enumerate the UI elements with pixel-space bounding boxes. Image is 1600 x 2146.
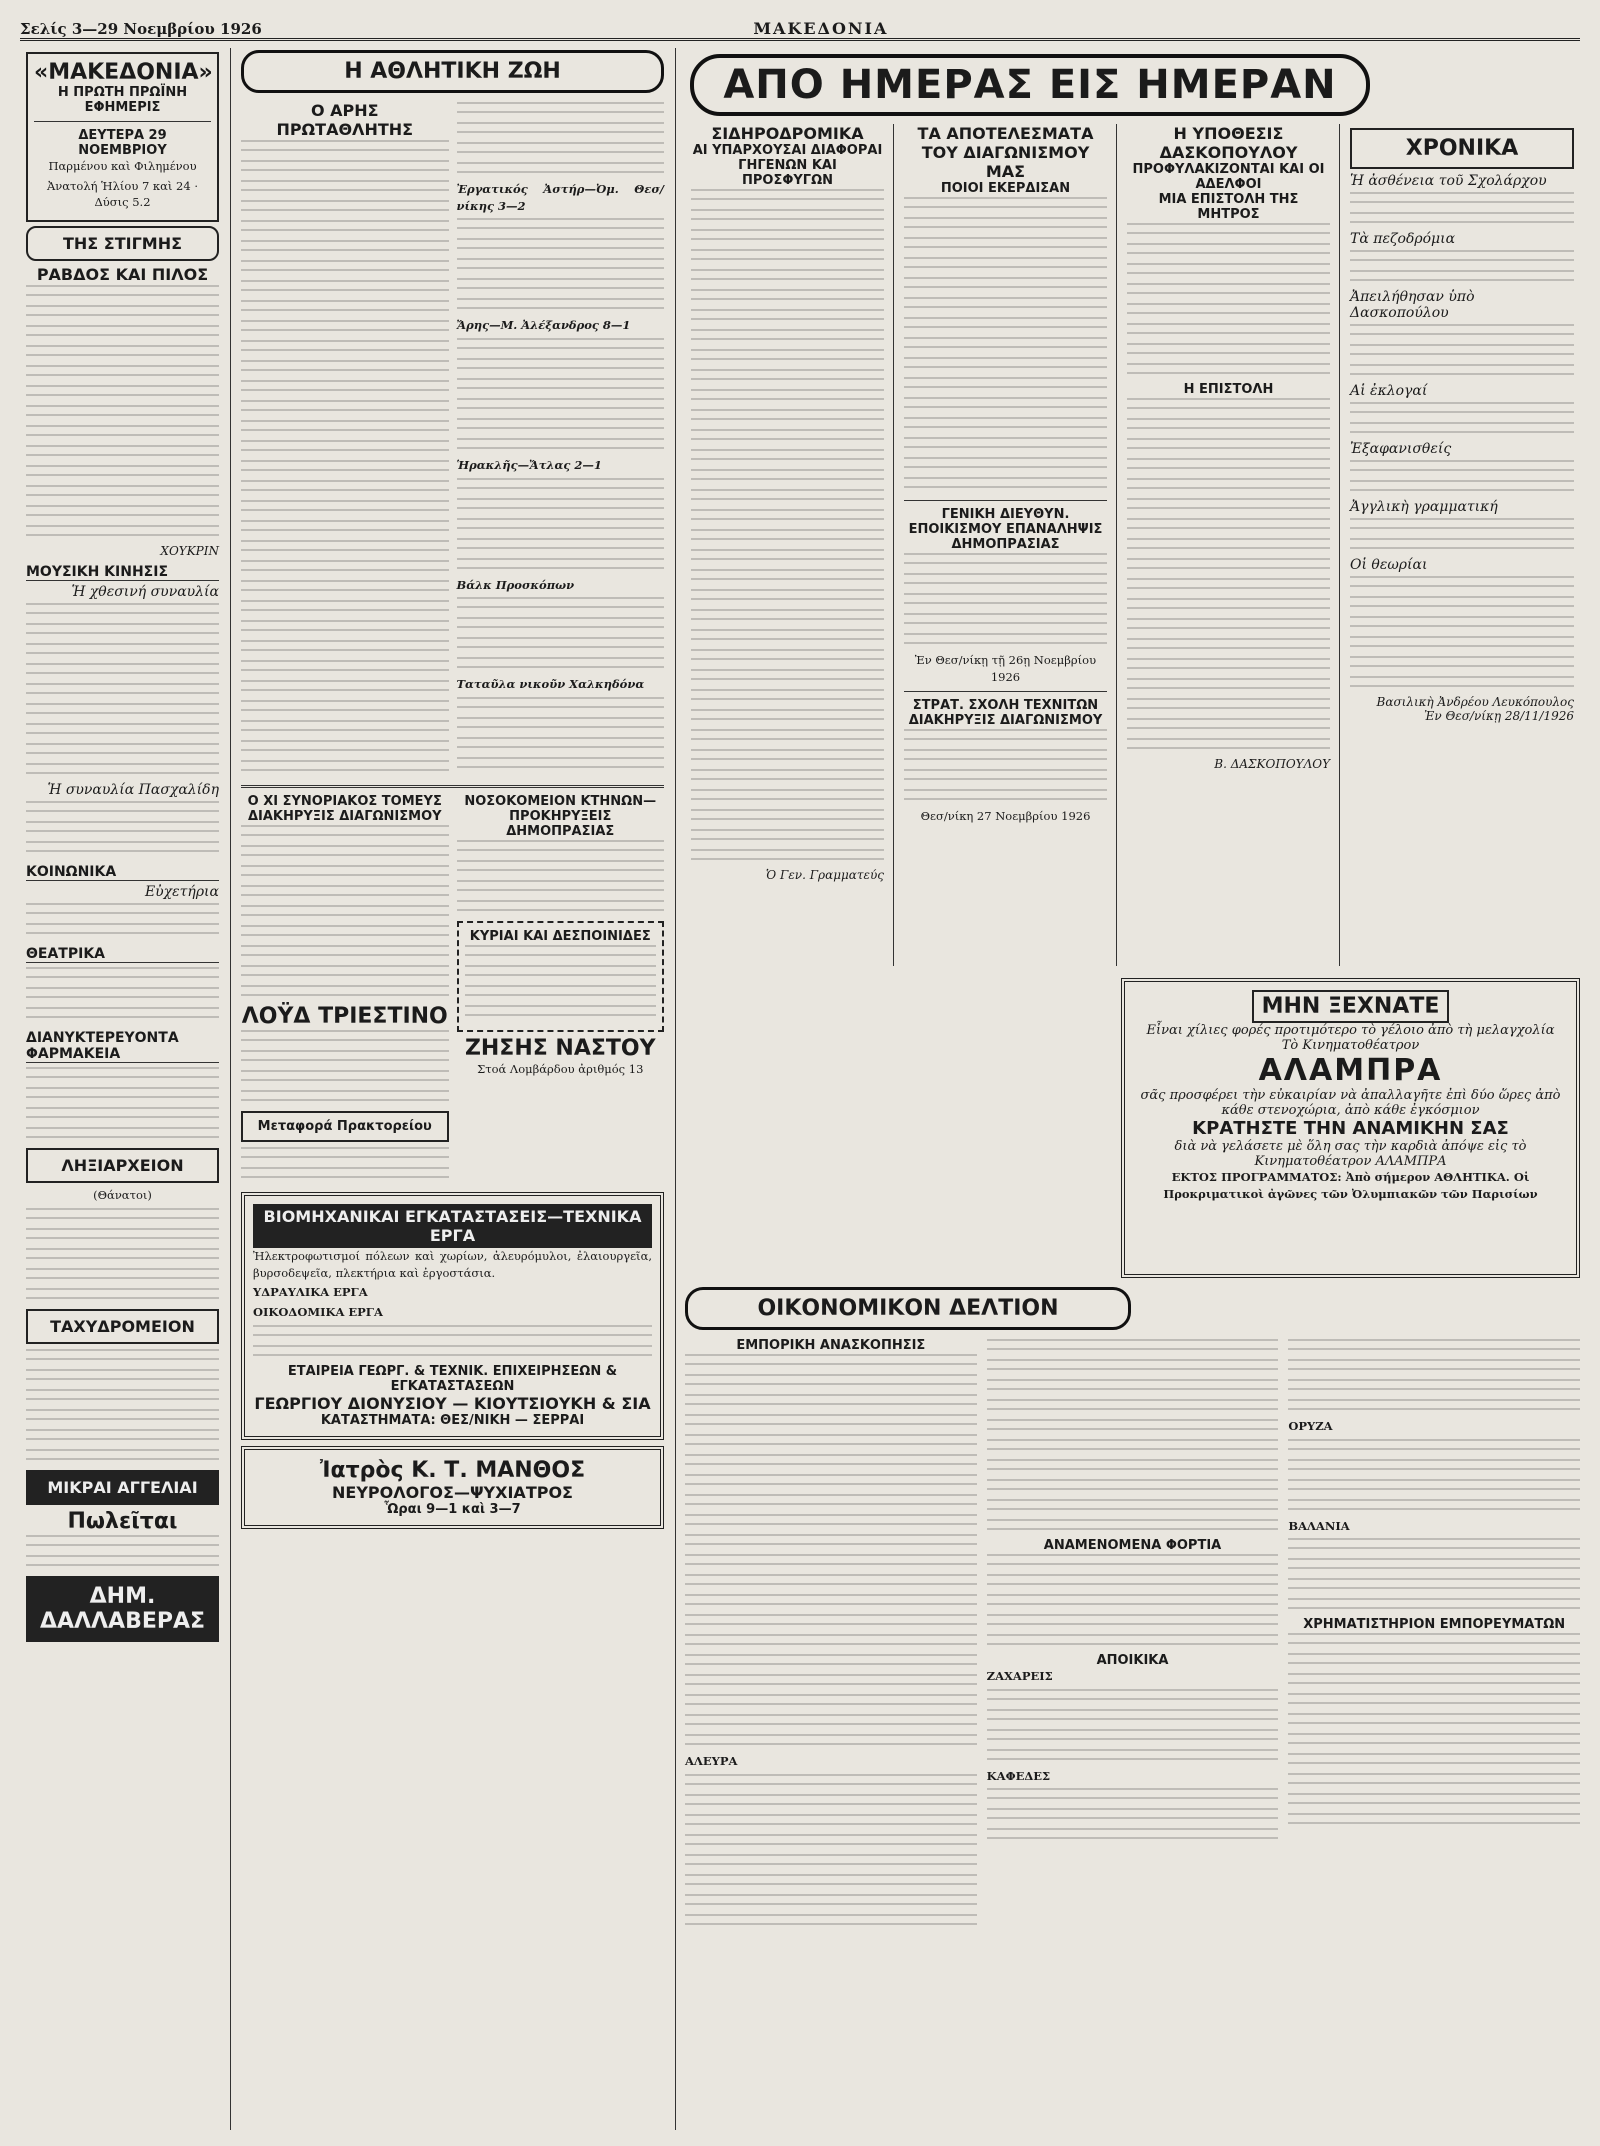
hydraulic-works: ΥΔΡΑΥΛΙΚΑ ΕΡΓΑ [253,1285,368,1300]
hospital-title: ΝΟΣΟΚΟΜΕΙΟΝ ΚΤΗΝΩΝ—ΠΡΟΚΗΡΥΞΕΙΣ ΔΗΜΟΠΡΑΣΙΑΣ [464,794,657,839]
stigmis-head: ΤΗΣ ΣΤΙΓΜΗΣ [62,234,183,254]
dask-subtitle-2: ΜΙΑ ΕΠΙΣΤΟΛΗ ΤΗΣ ΜΗΤΡΟΣ [1158,192,1299,222]
rail-subtitle: ΑΙ ΥΠΑΡΧΟΥΣΑΙ ΔΙΑΦΟΡΑΙ ΓΗΓΕΝΩΝ ΚΑΙ ΠΡΟΣΦΥΓΩΝ [692,143,883,188]
main-banner-frame [690,54,1370,116]
column-5 [1121,124,1336,966]
social-head: ΚΟΙΝΩΝΙΚΑ [26,864,219,881]
chronika-title: ΧΡΟΝΙΚΑ [1405,136,1519,161]
column-6 [1344,124,1580,966]
small-ads-box [26,1470,219,1505]
econ-fin: ΧΡΗΜΑΤΙΣΤΗΡΙΟΝ ΕΜΠΟΡΕΥΜΑΤΩΝ [1303,1617,1566,1633]
cinema-line-1: Εἶναι χίλιες φορές προτιμότερο τὸ γέλοιο ἀπὸ τὴ μελαγχολία [1146,1023,1555,1038]
cinema-head: ΜΗΝ ΞΕΧΝΑΤΕ [1252,990,1450,1023]
dask-subtitle: ΠΡΟΦΥΛΑΚΙΖΟΝΤΑΙ ΚΑΙ ΟΙ ΑΔΕΛΦΟΙ [1132,162,1325,192]
doctor-name: Ἰατρὸς Κ. Τ. ΜΑΝΘΟΣ [319,1457,586,1483]
lloyd-title: ΛΟΫΔ ΤΡΙΕΣΤΙΝΟ [241,1004,448,1029]
econ-valaa: ΒΑΛΑΝΙΑ [1288,1518,1350,1533]
econ-kafedes: ΚΑΦΕΔΕΣ [986,1768,1051,1783]
letter-signature: Β. ΔΑΣΚΟΠΟΥΛΟΥ [1214,757,1330,771]
match-2: Ἄρης—Μ. Ἀλέξανδρος 8—1 [456,318,631,333]
cinema-line-4: διὰ νὰ γελάσετε μὲ ὅλη σας τὴν καρδιὰ ἀπόψε εἰς τὸ Κινηματοθέατρον ΑΛΑΜΠΡΑ [1174,1139,1527,1169]
industrial-body: Ἠλεκτροφωτισμοί πόλεων καὶ χωρίων, ἀλευρόμυλοι, ἐλαιουργεῖα, βυρσοδεψεῖα, πλεκτήρια καὶ ἐργοστάσια. [253,1249,652,1280]
masthead-date: Σελίς 3—29 Νοεμβρίου 1926 [20,20,262,38]
rail-title: ΣΙΔΗΡΟΔΡΟΜΙΚΑ [711,124,864,143]
music-sub: Ἡ χθεσινή συναυλία [71,584,219,601]
post-box [26,1309,219,1344]
cinema-reserve: ΚΡΑΤΗΣΤΕ ΤΗΝ ΑΝΑΜΙΚΗΝ ΣΑΣ [1192,1118,1509,1139]
contest-title: ΤΑ ΑΠΟΤΕΛΕΣΜΑΤΑ ΤΟΥ ΔΙΑΓΩΝΙΣΜΟΥ ΜΑΣ [917,124,1094,181]
match-4: Βάλκ Προσκόπων [456,577,575,592]
cinema-ad [1121,978,1580,1278]
dallaveras-name: ΔΗΜ. ΔΑΛΛΑΒΕΡΑΣ [39,1583,206,1634]
sun-times: Ἀνατολή Ἡλίου 7 καὶ 24 · Δύσις 5.2 [47,178,198,210]
ladies-ad [457,921,665,1032]
cinema-extra: ΕΚΤΟΣ ΠΡΟΓΡΑΜΜΑΤΟΣ: Ἀπὸ σήμερον ΑΘΛΗΤΙΚΑ. Οἱ Προκριματικοὶ ἀγῶνες τῶν Ὀλυμπιακῶν τῶν Παρισίων [1163,1170,1538,1201]
chronika-s1: Ἡ ἀσθένεια τοῦ Σχολάρχου [1350,173,1547,189]
pharmacy-head: ΔΙΑΝΥΚΤΕΡΕΥΟΝΤΑ ΦΑΡΜΑΚΕΙΑ [26,1030,219,1063]
ladies-title: ΚΥΡΙΑΙ ΚΑΙ ΔΕΣΠΟΙΝΙΔΕΣ [469,929,651,944]
small-ads-head: ΜΙΚΡΑΙ ΑΓΓΕΛΙΑΙ [47,1477,198,1497]
chronika-box [1350,128,1574,169]
column-2 [235,48,670,2130]
match-1: Ἐργατικός Ἀστήρ—Ὀμ. Θεσ/νίκης 3—2 [456,182,664,213]
brand-title: «ΜΑΚΕΔΟΝΙΑ» [34,60,213,85]
social-sub: Εὐχετήρια [144,884,219,901]
econ-apoikika: ΑΠΟΙΚΙΚΑ [1096,1653,1169,1668]
sports-col-b [457,101,665,779]
for-sale: Πωλεῖται [67,1508,178,1534]
stigmis-title: ΡΑΒΔΟΣ ΚΑΙ ΠΙΛΟΣ [36,265,209,285]
sports-banner: Η ΑΘΛΗΤΙΚΗ ΖΩΗ [241,50,664,93]
mil-date: Θεσ/νίκη 27 Νοεμβρίου 1926 [920,809,1091,824]
registry-sub: (Θάνατοι) [93,1188,152,1203]
contest-subtitle: ΠΟΙΟΙ ΕΚΕΡΔΙΣΑΝ [940,181,1071,196]
post-head: ΤΑΧΥΔΡΟΜΕΙΟΝ [50,1316,195,1336]
zisis-name: ΖΗΣΗΣ ΝΑΣΤΟΥ [464,1036,656,1061]
building-works: ΟΙΚΟΔΟΜΙΚΑ ΕΡΓΑ [253,1305,383,1320]
match-5: Ταταῦλα νικοῦν Χαλκηδόνα [456,677,645,692]
econ-metals: ΑΝΑΜΕΝΟΜΕΝΑ ΦΟΡΤΙΑ [1043,1538,1222,1553]
chronika-s7: Οἱ θεωρίαι [1350,557,1428,573]
industrial-shops: ΚΑΤΑΣΤΗΜΑΤΑ: ΘΕΣ/ΝΙΚΗ — ΣΕΡΡΑΙ [320,1412,585,1428]
stigmis-box [26,226,219,261]
cinema-name: ΑΛΑΜΠΡΑ [1258,1053,1443,1088]
theatre-head: ΘΕΑΤΡΙΚΑ [26,946,219,963]
gd-date: Ἐν Θεσ/νίκῃ τῇ 26ῃ Νοεμβρίου 1926 [914,653,1097,684]
registry-head: ΛΗΞΙΑΡΧΕΙΟΝ [61,1156,184,1176]
music-sub-2: Ἡ συναυλία Πασχαλίδη [47,782,219,799]
rail-signature: Ὁ Γεν. Γραμματεύς [765,868,884,882]
letter-head: Η ΕΠΙΣΤΟΛΗ [1183,382,1274,397]
chronika-s5: Ἐξαφανισθείς [1350,441,1452,457]
registry-box [26,1148,219,1183]
sports-title: Ο ΑΡΗΣ ΠΡΩΤΑΘΛΗΤΗΣ [276,101,414,139]
match-3: Ἡρακλῆς—Ἄτλας 2—1 [456,458,602,473]
brand-sub: Η ΠΡΩΤΗ ΠΡΩΪΝΗ ΕΦΗΜΕΡΙΣ [57,85,188,115]
brand-box [26,52,219,222]
notices-col-a [241,794,449,1186]
lloyd-sub-box [241,1111,449,1142]
chronika-s2: Τὰ πεζοδρόμια [1350,231,1456,247]
doctor-specialty: ΝΕΥΡΟΛΟΓΟΣ—ΨΥΧΙΑΤΡΟΣ [332,1482,573,1502]
industrial-title: ΒΙΟΜΗΧΑΝΙΚΑΙ ΕΓΚΑΤΑΣΤΑΣΕΙΣ—ΤΕΧΝΙΚΑ ΕΡΓΑ [253,1204,652,1248]
chronika-s4: Αἱ ἐκλογαί [1350,383,1428,399]
column-1 [20,48,225,2130]
music-head: ΜΟΥΣΙΚΗ ΚΙΝΗΣΙΣ [26,564,219,581]
chronika-s3: Ἀπειλήθησαν ὑπὸ Δασκοπούλου [1350,289,1475,321]
econ-banner: ΟΙΚΟΝΟΜΙΚΟΝ ΔΕΛΤΙΟΝ [685,1287,1131,1330]
chronika-s6: Ἀγγλικὴ γραμματική [1350,499,1498,515]
stigmis-signature: ΧΟΥΚΡΙΝ [160,544,219,559]
issue-date: ΔΕΥΤΕΡΑ 29 ΝΟΕΜΒΡΙΟΥ [78,128,167,158]
chronika-signature: Βασιλικὴ Ἀνδρέου Λευκόπουλος [1376,695,1574,709]
econ-oryza: ΟΡΥΖΑ [1288,1419,1333,1433]
notices-col-b [457,794,665,1186]
industrial-ad [241,1192,664,1440]
doctor-hours: Ὧραι 9—1 καὶ 3—7 [384,1501,521,1517]
industrial-names: ΓΕΩΡΓΙΟΥ ΔΙΟΝΥΣΙΟΥ — ΚΙΟΥΤΣΙΟΥΚΗ & ΣΙΑ [254,1393,651,1413]
econ-zaxareis: ΖΑΧΑΡΕΙΣ [986,1669,1053,1683]
union-title: Ο ΧΙ ΣΥΝΟΡΙΑΚΟΣ ΤΟΜΕΥΣ ΔΙΑΚΗΡΥΞΙΣ ΔΙΑΓΩΝΙΣΜΟΥ [247,794,442,824]
econ-col-b [987,1338,1279,1933]
main-banner: ΑΠΟ ΗΜΕΡΑΣ ΕΙΣ ΗΜΕΡΑΝ [723,62,1337,108]
saints: Παρμένου καὶ Φιλημένου [48,159,197,173]
dallaveras-ad [26,1576,219,1642]
cinema-line-3: σᾶς προσφέρει τὴν εὐκαιρίαν νὰ ἀπαλλαγῆτε ἐπὶ δύο ὥρες ἀπὸ κάθε στενοχώρια, ἀπὸ κάθε ἐγκόσμιον [1140,1088,1561,1118]
dask-title: Η ΥΠΟΘΕΣΙΣ ΔΑΣΚΟΠΟΥΛΟΥ [1159,124,1298,162]
econ-sub: ΕΜΠΟΡΙΚΗ ΑΝΑΣΚΟΠΗΣΙΣ [736,1338,926,1353]
masthead [20,12,1580,41]
mil-title: ΣΤΡΑΤ. ΣΧΟΛΗ ΤΕΧΝΙΤΩΝ ΔΙΑΚΗΡΥΞΙΣ ΔΙΑΓΩΝΙΣΜΟΥ [908,698,1103,729]
masthead-title: ΜΑΚΕΔΟΝΙΑ [753,19,889,38]
doctor-ad [241,1446,664,1529]
econ-col-a [685,1338,977,1933]
econ-col-c [1288,1338,1580,1933]
sports-col-a [241,101,449,779]
zisis-address: Στοά Λομβάρδου ἀριθμός 13 [477,1062,644,1076]
gd-title: ΓΕΝΙΚΗ ΔΙΕΥΘΥΝ. ΕΠΟΙΚΙΣΜΟΥ ΕΠΑΝΑΛΗΨΙΣ ΔΗΜΟΠΡΑΣΙΑΣ [908,507,1103,552]
cinema-line-2: Τὸ Κινηματοθέατρον [1281,1038,1420,1053]
econ-aleura: ΑΛΕΥΡΑ [685,1754,738,1768]
lloyd-sub: Μεταφορά Πρακτορείου [257,1119,432,1134]
chronika-date: Ἐν Θεσ/νίκῃ 28/11/1926 [1424,709,1574,723]
industrial-company: ΕΤΑΙΡΕΙΑ ΓΕΩΡΓ. & ΤΕΧΝΙΚ. ΕΠΙΧΕΙΡΗΣΕΩΝ & ΕΓΚΑΤΑΣΤΑΣΕΩΝ [287,1363,618,1394]
econ-section [685,1285,1580,2130]
